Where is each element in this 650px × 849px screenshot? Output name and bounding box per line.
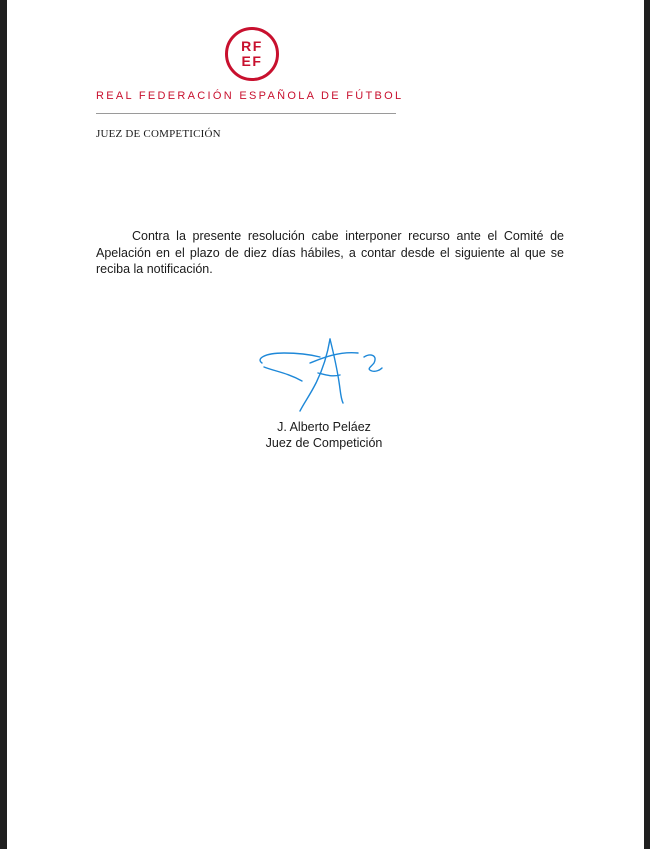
- header-divider: [96, 113, 396, 114]
- signer-role: Juez de Competición: [265, 436, 383, 450]
- section-title: JUEZ DE COMPETICIÓN: [96, 128, 221, 140]
- handwritten-signature: [254, 333, 394, 415]
- rfef-logo: [223, 25, 281, 83]
- signer-name: J. Alberto Peláez: [277, 420, 371, 434]
- viewer-edge-right: [644, 0, 650, 849]
- logo-line-2: EF: [241, 53, 263, 69]
- appeal-notice-paragraph: Contra la presente resolución cabe interponer recurso ante el Comité de Apelación en el plazo de diez días hábiles, a contar desde el siguiente al que se reciba la notificación.: [96, 229, 564, 276]
- viewer-edge-left: [0, 0, 7, 849]
- organization-name: REAL FEDERACIÓN ESPAÑOLA DE FÚTBOL: [96, 90, 404, 102]
- logo-line-1: RF: [241, 38, 263, 54]
- document-page: [7, 0, 644, 849]
